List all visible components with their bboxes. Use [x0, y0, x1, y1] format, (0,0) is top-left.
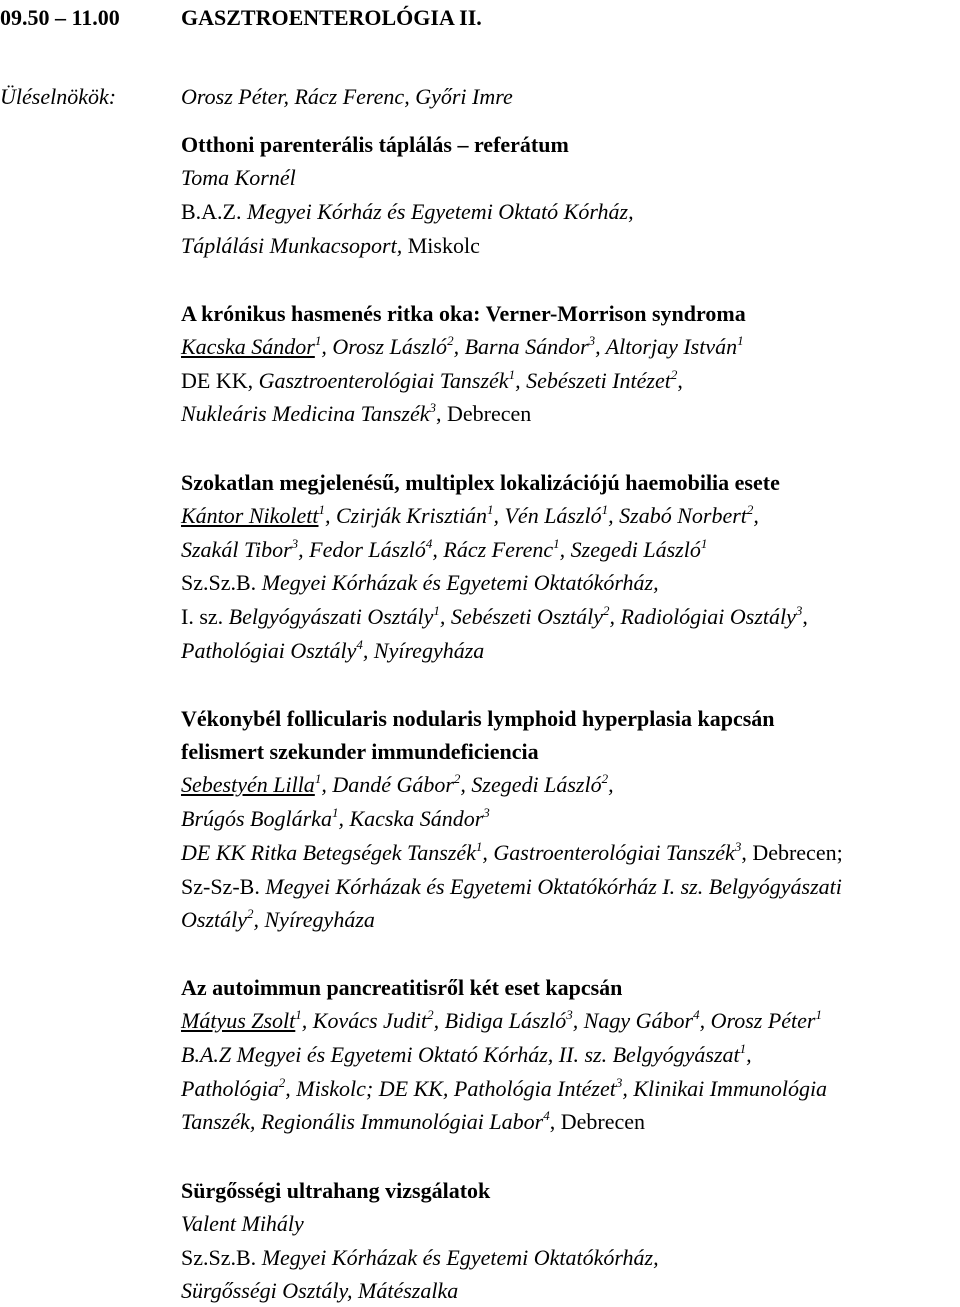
affil-index: 2	[670, 367, 678, 382]
affil-part: DE KK Ritka Betegségek Tanszék	[181, 840, 476, 865]
talk-title: Otthoni parenterális táplálás – referátum	[181, 132, 569, 157]
affil-part: Megyei Kórházak és Egyetemi Oktatókórház,	[256, 570, 659, 595]
chairs-label: Üléselnökök:	[0, 84, 117, 109]
author: , Nagy Gábor	[572, 1008, 694, 1033]
affil-index: 4	[543, 1108, 550, 1123]
affil-index: 4	[693, 1007, 700, 1022]
author: , Rácz Ferenc	[432, 537, 554, 562]
affil-index: 4	[425, 536, 433, 551]
chairs-names: Orosz Péter, Rácz Ferenc, Győri Imre	[181, 84, 513, 109]
talk-affiliation	[181, 231, 480, 261]
affil-index: 1	[508, 367, 516, 382]
author: , Szegedi László	[460, 772, 602, 797]
affil-index: 1	[739, 1041, 747, 1056]
author: ,	[753, 503, 759, 528]
affil-part: , Nyíregyháza	[253, 907, 375, 932]
talk-affiliation	[181, 602, 808, 632]
affil-part: Sz.Sz.B.	[181, 1245, 257, 1270]
affil-part: , Sebészeti Osztály	[439, 604, 604, 629]
author: , Szegedi László	[559, 537, 701, 562]
affil-index: 3	[291, 536, 299, 551]
affil-index: 2	[603, 603, 610, 618]
talk-affiliation	[181, 1107, 645, 1137]
affil-part: Belgyógyászati Osztály	[223, 604, 434, 629]
affil-index: 2	[601, 771, 609, 786]
affil-part: , Radiológiai Osztály	[609, 604, 796, 629]
talk-title: Az autoimmun pancreatitisről két eset kapcsán	[181, 975, 623, 1000]
affil-part: ,	[802, 604, 808, 629]
affil-part: , Klinikai Immunológia	[622, 1076, 828, 1101]
talk-affiliation	[181, 1040, 752, 1070]
affil-index: 1	[318, 502, 325, 517]
affil-index: 1	[815, 1007, 822, 1022]
affil-index: 2	[447, 333, 454, 348]
affil-part: , Gastroenterológiai Tanszék	[482, 840, 735, 865]
affil-index: 2	[453, 771, 461, 786]
affil-part: Sz-Sz-B.	[181, 874, 260, 899]
author: , Altorjay István	[595, 334, 738, 359]
affil-index: 1	[737, 333, 744, 348]
talk-authors	[181, 501, 759, 531]
affil-index: 3	[795, 603, 803, 618]
talk-author: Valent Mihály	[181, 1211, 304, 1236]
talk-title: felismert szekunder immundeficiencia	[181, 739, 539, 764]
presenting-author: Kántor Nikolett	[181, 503, 319, 528]
affil-part: B.A.Z.	[181, 199, 242, 224]
presenting-author: Mátyus Zsolt	[181, 1008, 296, 1033]
talk-affiliation: Sürgősségi Osztály, Mátészalka	[181, 1278, 459, 1303]
affil-part: Sz.Sz.B.	[181, 570, 257, 595]
affil-part: Osztály	[181, 907, 247, 932]
talk-affiliation	[181, 872, 842, 902]
talk-affiliation	[181, 636, 484, 666]
talk-author: Toma Kornél	[181, 165, 296, 190]
affil-index: 1	[486, 502, 494, 517]
author: Brúgós Boglárka	[181, 806, 332, 831]
affil-part: , Debrecen;	[741, 840, 843, 865]
author: , Bidiga László	[433, 1008, 567, 1033]
affil-index: 3	[615, 1075, 623, 1090]
affil-index: 3	[734, 839, 742, 854]
affil-index: 1	[553, 536, 560, 551]
session-time: 09.50 – 11.00	[0, 5, 120, 30]
talk-title: Sürgősségi ultrahang vizsgálatok	[181, 1178, 491, 1203]
talk-affiliation	[181, 1243, 659, 1273]
affil-index: 3	[483, 805, 490, 820]
affil-part: Gasztroenterológiai Tanszék	[253, 368, 509, 393]
affil-part: Pathológiai Osztály	[181, 638, 357, 663]
author: , Czirják Krisztián	[325, 503, 487, 528]
affil-index: 1	[601, 502, 609, 517]
talk-authors	[181, 1006, 822, 1036]
talk-authors	[181, 332, 744, 362]
talk-affiliation	[181, 197, 634, 227]
author: , Kacska Sándor	[338, 806, 484, 831]
author: Szakál Tibor	[181, 537, 292, 562]
affil-part: , Debrecen	[549, 1109, 645, 1134]
affil-part: DE KK,	[181, 368, 254, 393]
affil-part: Táplálási Munkacsoport,	[181, 233, 403, 258]
affil-part: B.A.Z Megyei és Egyetemi Oktató Kórház, II. sz. Belgyógyászat	[181, 1042, 740, 1067]
affil-index: 3	[588, 333, 596, 348]
affil-part: Tanszék, Regionális Immunológiai Labor	[181, 1109, 544, 1134]
affil-part: ,	[746, 1042, 752, 1067]
affil-index: 2	[427, 1007, 434, 1022]
presenting-author: Sebestyén Lilla	[181, 772, 315, 797]
affil-index: 3	[429, 400, 436, 415]
affil-part: Nukleáris Medicina Tanszék	[181, 401, 430, 426]
author: , Fedor László	[298, 537, 426, 562]
author: , Orosz László	[321, 334, 448, 359]
author: ,	[608, 772, 614, 797]
affil-index: 2	[278, 1075, 286, 1090]
presenting-author: Kacska Sándor	[181, 334, 315, 359]
talk-title: Szokatlan megjelenésű, multiplex lokalizációjú haemobilia esete	[181, 470, 780, 495]
affil-part: , Miskolc; DE KK, Pathológia Intézet	[285, 1076, 616, 1101]
affil-part: I. sz.	[181, 604, 224, 629]
talk-affiliation	[181, 905, 375, 935]
affil-part: ,	[677, 368, 683, 393]
affil-index: 4	[356, 637, 363, 652]
talk-affiliation	[181, 1074, 827, 1104]
author: , Dandé Gábor	[321, 772, 454, 797]
talk-affiliation	[181, 568, 659, 598]
session-title: GASZTROENTEROLÓGIA II.	[181, 5, 482, 30]
affil-index: 3	[566, 1007, 573, 1022]
affil-index: 1	[314, 771, 322, 786]
affil-index: 2	[247, 906, 254, 921]
affil-part: , Sebészeti Intézet	[515, 368, 671, 393]
author: , Barna Sándor	[453, 334, 589, 359]
talk-affiliation	[181, 399, 531, 429]
affil-index: 1	[433, 603, 440, 618]
author: , Szabó Norbert	[608, 503, 747, 528]
affil-index: 1	[295, 1007, 302, 1022]
affil-index: 1	[314, 333, 322, 348]
affil-index: 1	[331, 805, 339, 820]
author: , Vén László	[493, 503, 602, 528]
talk-authors	[181, 535, 707, 565]
affil-index: 1	[700, 536, 708, 551]
author: , Kovács Judit	[301, 1008, 428, 1033]
session-header	[0, 3, 482, 33]
affil-part: Miskolc	[402, 233, 480, 258]
talk-affiliation	[181, 366, 683, 396]
affil-part: , Debrecen	[436, 401, 532, 426]
affil-index: 1	[475, 839, 483, 854]
affil-part: Megyei Kórház és Egyetemi Oktató Kórház,	[241, 199, 634, 224]
talk-authors	[181, 804, 490, 834]
talk-title: Vékonybél follicularis nodularis lymphoid hyperplasia kapcsán	[181, 706, 775, 731]
affil-part: , Nyíregyháza	[362, 638, 485, 663]
affil-part: Pathológia	[181, 1076, 279, 1101]
affil-part: Megyei Kórházak és Egyetemi Oktatókórház I. sz. Belgyógyászati	[259, 874, 842, 899]
talk-title: A krónikus hasmenés ritka oka: Verner-Morrison syndroma	[181, 301, 746, 326]
affil-part: Megyei Kórházak és Egyetemi Oktatókórház,	[256, 1245, 659, 1270]
affil-index: 2	[746, 502, 754, 517]
talk-affiliation	[181, 838, 843, 868]
author: , Orosz Péter	[699, 1008, 816, 1033]
talk-authors	[181, 770, 614, 800]
